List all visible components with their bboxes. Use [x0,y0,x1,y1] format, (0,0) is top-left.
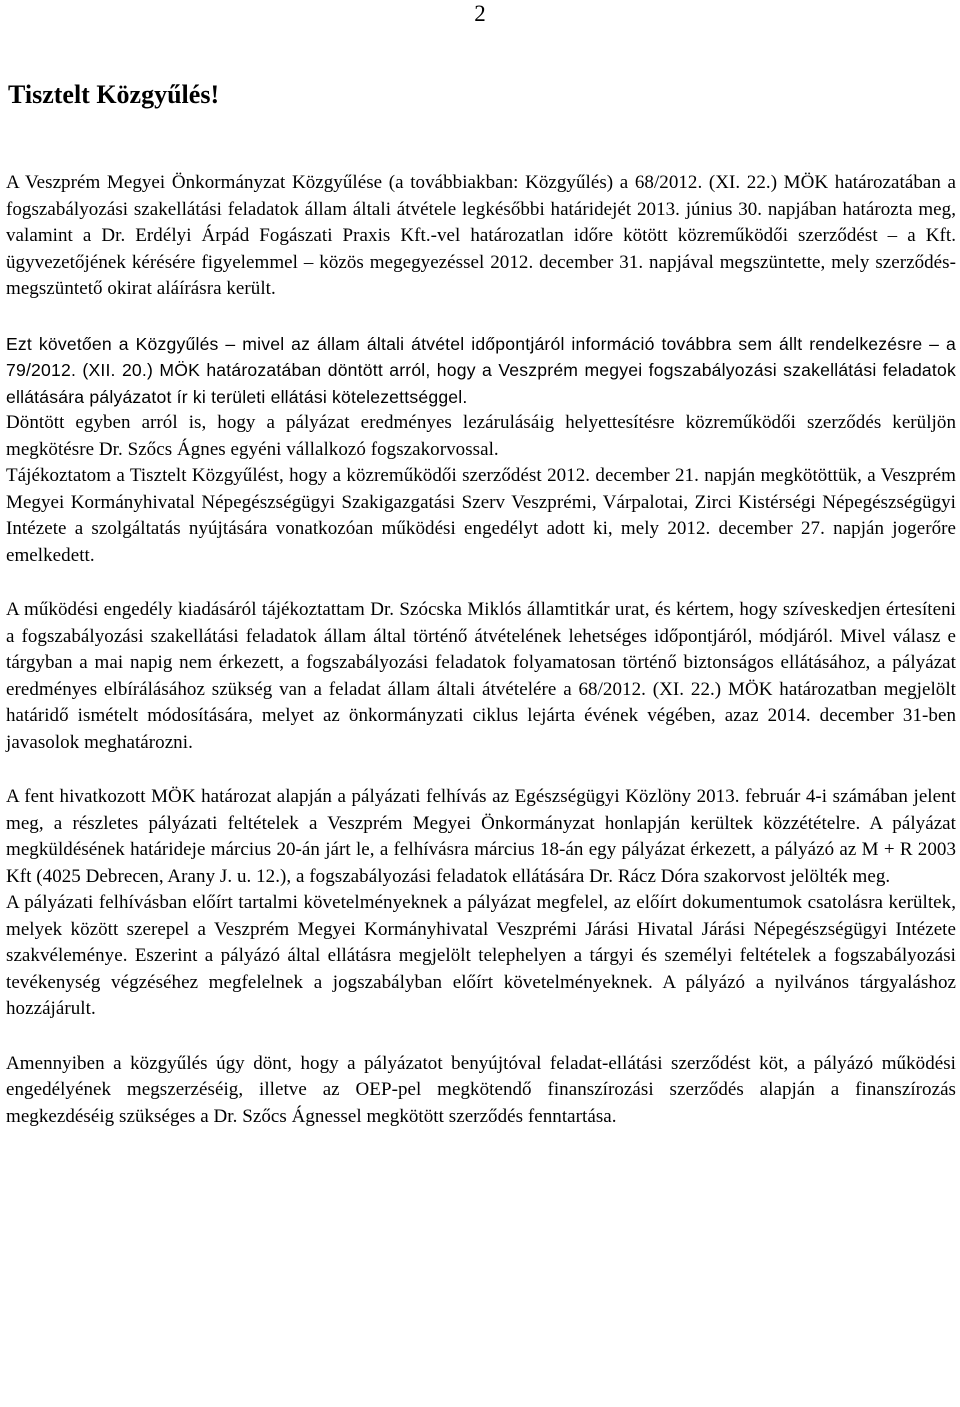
paragraph-5: A működési engedély kiadásáról tájékoztattam Dr. Szócska Miklós államtitkár urat, és kértem, hogy szíveskedjen értesíteni a fogszabályozási szakellátási feladatok állam által történő átvételének lehetséges időpontjáról, módjáról. Mivel válasz e tárgyban a mai napig nem érkezett, a fogszabályozási feladatok folyamatosan történő biztonságos ellátásához, a pályázat eredményes elbírálásához szükség van a feladat állam általi átvételére a 68/2012. (XI. 22.) MÖK határozatban megjelölt határidő ismételt módosítására, melyet az önkormányzati ciklus lejárta évének végében, azaz 2014. december 31-ben javasolok meghatározni. [6,599,956,753]
paragraph-7: A pályázati felhívásban előírt tartalmi követelményeknek a pályázat megfelel, az előírt dokumentumok csatolásra kerültek, melyek között szerepel a Veszprém Megyei Kormányhivatal Veszprémi Járási Hivatal Járási Népegészségügyi Intézete szakvéleménye. Eszerint a pályázó által ellátásra megjelölt telephelyen a tárgyi és személyi feltételek a fogszabályozási tevékenység végzéséhez megfelelnek a jogszabályban előírt követelményeknek. A pályázó a nyilvános tárgyaláshoz hozzájárult. [6,892,956,1019]
paragraph-8: Amennyiben a közgyűlés úgy dönt, hogy a pályázatot benyújtóval feladat-ellátási szerződést köt, a pályázó működési engedélyének megszerzéséig, illetve az OEP-pel megkötendő finanszírozási szerződés alapján a finanszírozás megkezdéséig szükséges a Dr. Szőcs Ágnessel megkötött szerződés fenntartása. [6,1052,956,1127]
paragraph-6: A fent hivatkozott MÖK határozat alapján a pályázati felhívás az Egészségügyi Közlöny 2013. február 4-i számában jelent meg, a részletes pályázati feltételek a Veszprém Megyei Önkormányzat honlapján kerültek közzétételre. A pályázat megküldésének határideje március 20-án járt le, a felhívásra március 18-án egy pályázat érkezett, a pályázó az M + R 2003 Kft (4025 Debrecen, Arany J. u. 12.), a fogszabályozási feladatok ellátására Dr. Rácz Dóra szakorvost jelölték meg. [6,786,956,887]
paragraph-4: Tájékoztatom a Tisztelt Közgyűlést, hogy a közreműködői szerződést 2012. december 21. napján megkötöttük, a Veszprém Megyei Kormányhivatal Népegészségügyi Szakigazgatási Szerv Veszprémi, Várpalotai, Zirci Kistérségi Népegészségügyi Intézete a szolgáltatás nyújtására vonatkozóan működési engedélyt adott ki, mely 2012. december 27. napján jogerőre emelkedett. [6,465,956,566]
salutation-heading: Tisztelt Közgyűlés! [8,80,220,109]
document-body [6,80,956,1130]
paragraph-3: Döntött egyben arról is, hogy a pályázat eredményes lezárulásáig helyettesítésre közreműködői szerződés kerüljön megkötésre Dr. Szőcs Ágnes egyéni vállalkozó fogszakorvossal. [6,412,956,460]
paragraph-2: Ezt követően a Közgyűlés – mivel az állam általi átvétel időpontjáról információ továbbra sem állt rendelkezésre – a 79/2012. (XII. 20.) MÖK határozatában döntött arról, hogy a Veszprém megyei fogszabályozási szakellátási feladatok ellátására pályázatot ír ki területi ellátási kötelezettséggel. [6,333,956,407]
page-number: 2 [474,1,486,26]
paragraph-1: A Veszprém Megyei Önkormányzat Közgyűlése (a továbbiakban: Közgyűlés) a 68/2012. (XI. 22.) MÖK határozatában a fogszabályozási szakellátási feladatok állam általi átvétele legkésőbbi határidejét 2013. június 30. napjában határozta meg, valamint a Dr. Erdélyi Árpád Fogászati Praxis Kft.-vel határozatlan időre kötött közreműködői szerződést – a Kft. ügyvezetőjének kérésére figyelemmel – közös megegyezéssel 2012. december 31. napjával megszüntette, mely szerződés-megszüntető okirat aláírásra került. [6,172,956,299]
